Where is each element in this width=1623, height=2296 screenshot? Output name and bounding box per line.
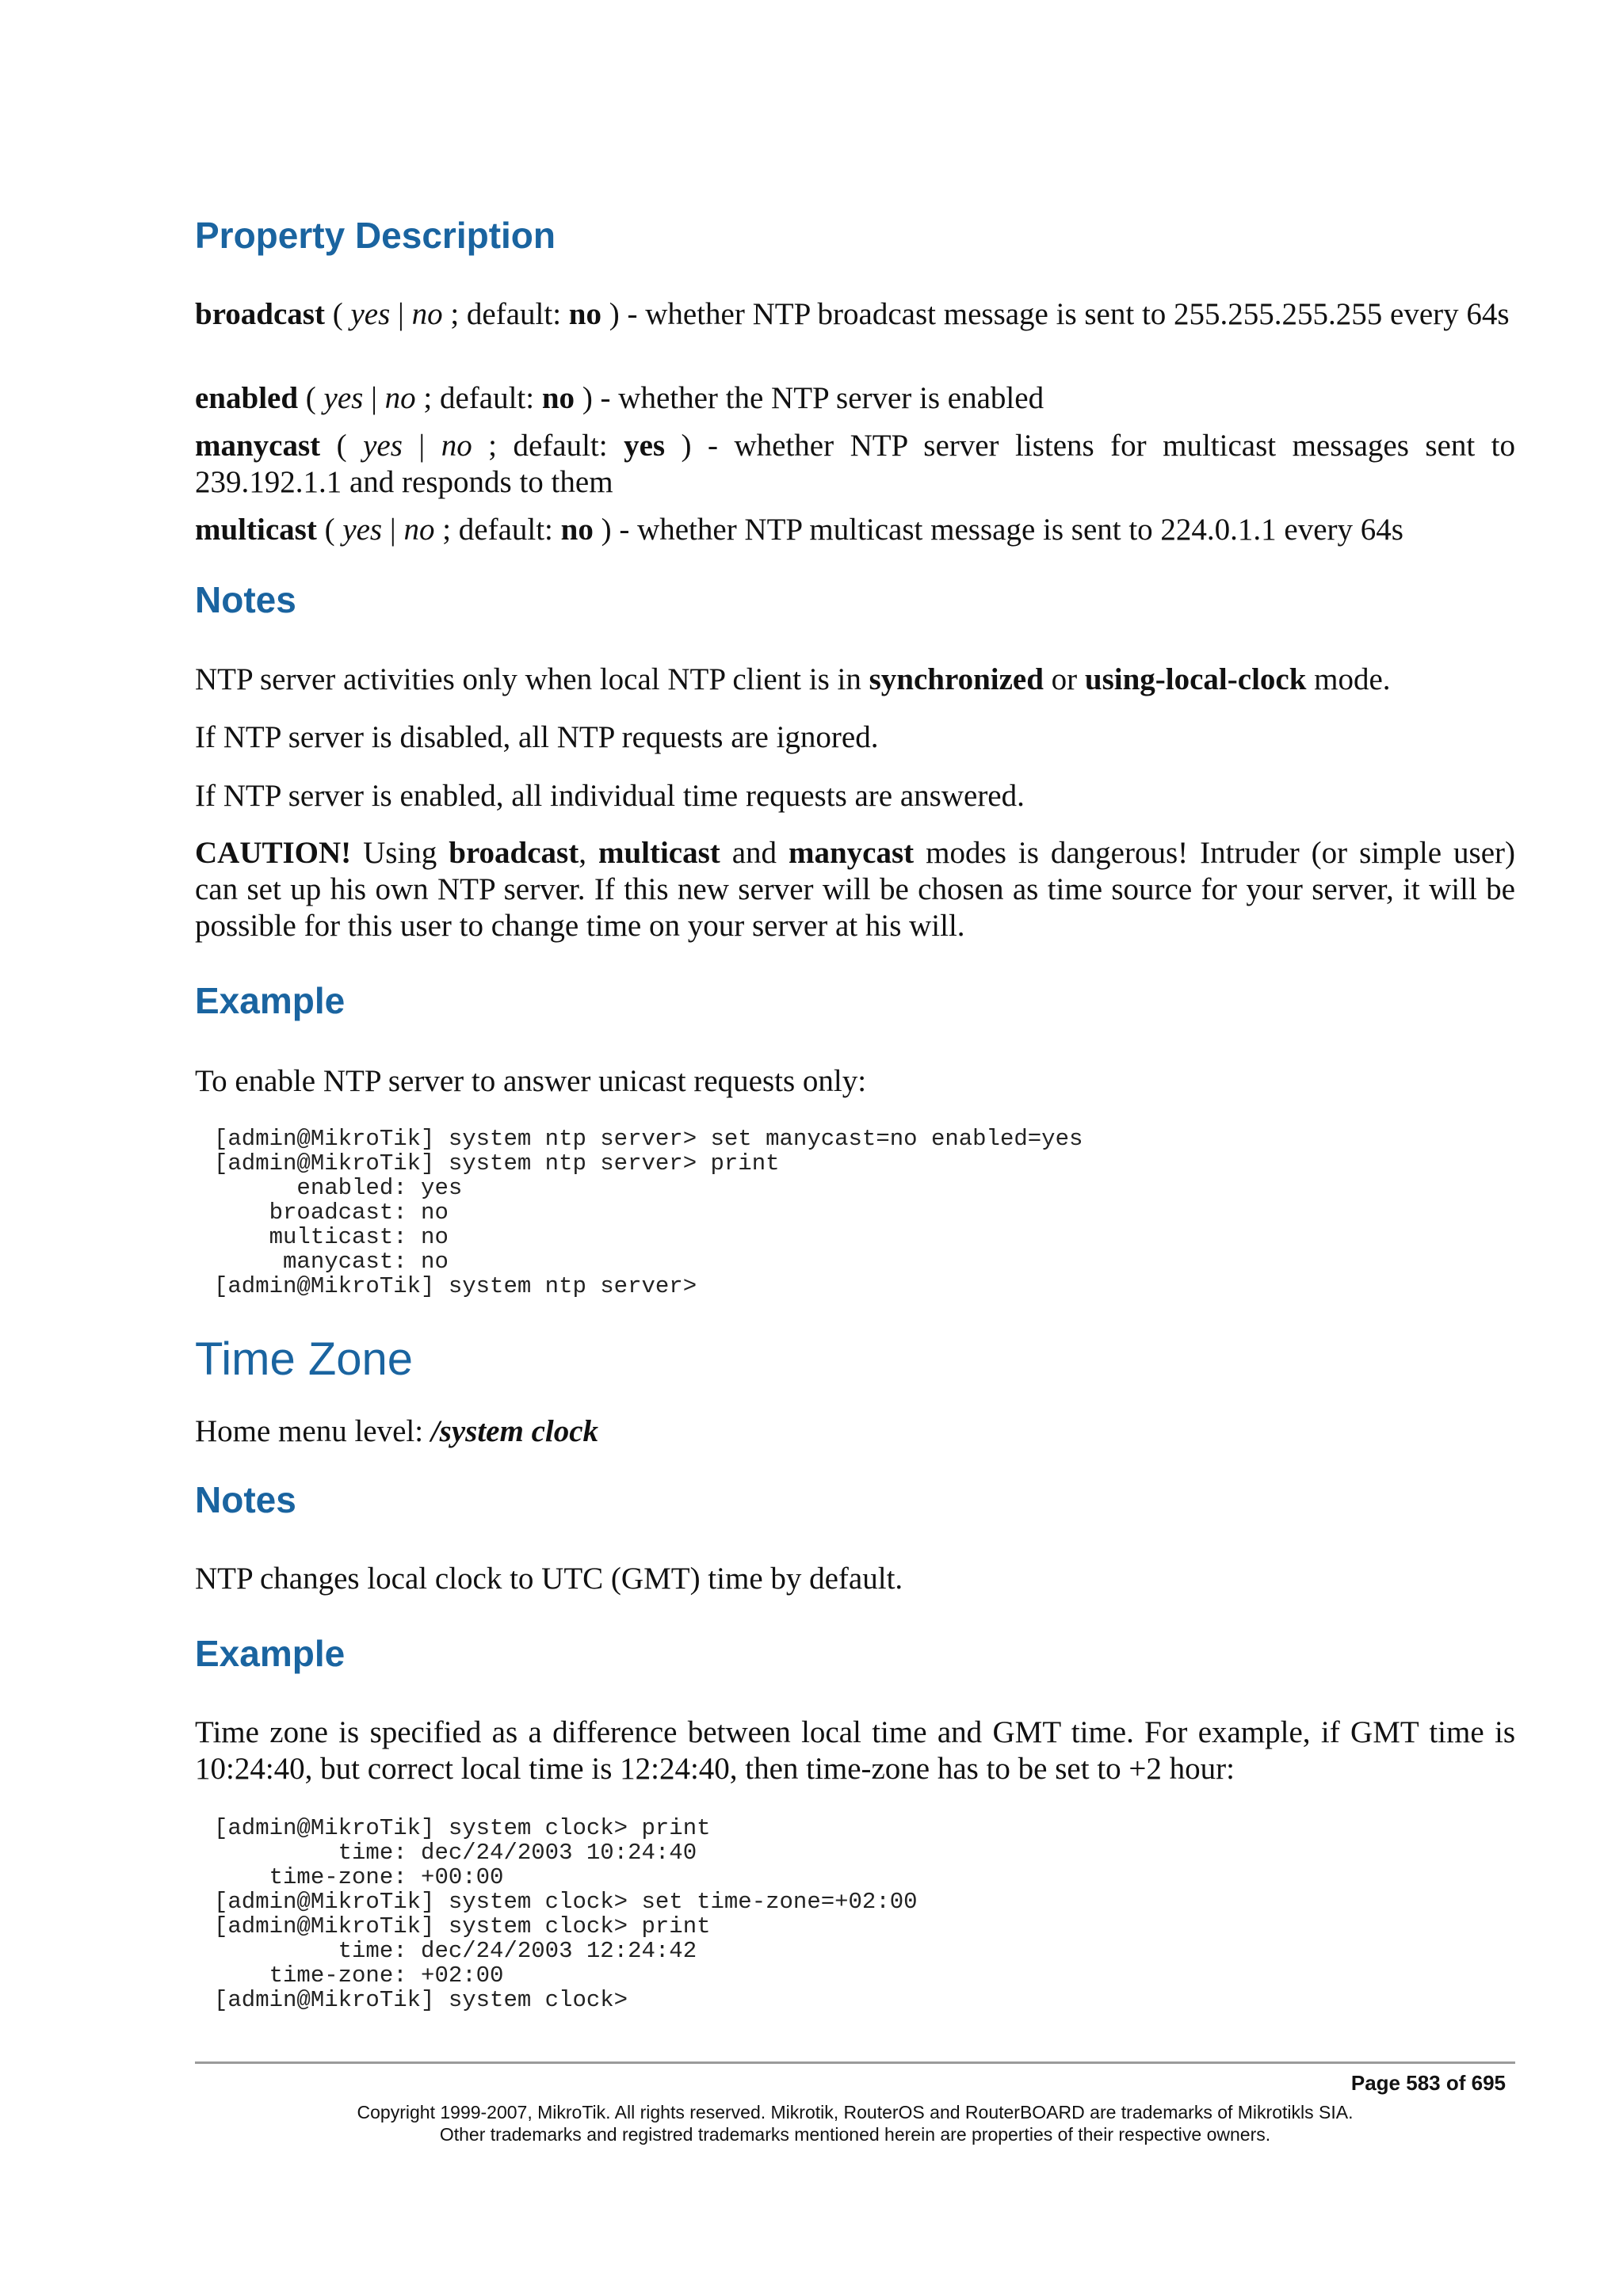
property-enabled: enabled ( yes | no ; default: no ) - whether the NTP server is enabled (195, 381, 1044, 415)
menu-path: /system clock (430, 1414, 599, 1448)
notes-line-2: If NTP server is disabled, all NTP requests are ignored. (195, 720, 879, 754)
heading-notes: Notes (195, 579, 296, 620)
property-manycast: manycast ( yes | no ; default: yes ) - whether NTP server listens for multicast messages sent to 239.192.1.1 and responds to them (195, 429, 1515, 499)
property-name: multicast (195, 513, 317, 547)
heading-notes: Notes (195, 1479, 296, 1520)
heading-property-description: Property Description (195, 215, 556, 256)
code-block: [admin@MikroTik] system clock> print time: dec/24/2003 10:24:40 time-zone: +00:00 [admin@MikroTik] system clock> set time-zone=+02:00 [admin@MikroTik] system clock> print time: dec/24/2003 12:24:42 time-zone: +02:00 [admin@MikroTik] system clock> (214, 1815, 918, 2013)
copyright-line-2: Other trademarks and registred trademarks mentioned herein are properties of their respective owners. (439, 2124, 1271, 2145)
page-number: Page 583 of 695 (1350, 2071, 1506, 2095)
example-intro: Time zone is specified as a difference between local time and GMT time. For example, if GMT time is 10:24:40, but correct local time is 12:24:40, then time-zone has to be set to +2 hour: (195, 1715, 1515, 1786)
footer-divider (195, 2061, 1515, 2064)
copyright-line-1: Copyright 1999-2007, MikroTik. All rights reserved. Mikrotik, RouterOS and RouterBOARD are trademarks of Mikrotikls SIA. (357, 2102, 1354, 2122)
heading-example: Example (195, 1633, 346, 1674)
home-menu-level: Home menu level: /system clock (195, 1414, 599, 1448)
notes-line-3: If NTP server is enabled, all individual time requests are answered. (195, 779, 1025, 813)
property-name: manycast (195, 429, 321, 463)
property-name: broadcast (195, 297, 325, 331)
code-block: [admin@MikroTik] system ntp server> set manycast=no enabled=yes [admin@MikroTik] system ntp server> print enabled: yes broadcast: no multicast: no manycast: no [admin@MikroTik] system ntp server> (214, 1126, 1083, 1299)
property-name: enabled (195, 381, 299, 415)
notes-line-1: NTP changes local clock to UTC (GMT) time by default. (195, 1562, 903, 1596)
heading-time-zone: Time Zone (195, 1333, 414, 1385)
property-broadcast: broadcast ( yes | no ; default: no ) - whether NTP broadcast message is sent to 255.255.255.255 every 64s (195, 297, 1510, 331)
property-multicast: multicast ( yes | no ; default: no ) - whether NTP multicast message is sent to 224.0.1.1 every 64s (195, 513, 1403, 547)
caution-paragraph: CAUTION! Using broadcast, multicast and manycast modes is dangerous! Intruder (or simple user) can set up his own NTP server. If this new server will be chosen as time source for your server, it will be possible for this user to change time on your server at his will. (195, 836, 1516, 943)
example-intro: To enable NTP server to answer unicast requests only: (195, 1064, 867, 1098)
notes-line-1: NTP server activities only when local NTP client is in synchronized or using-local-clock mode. (195, 662, 1391, 696)
heading-example: Example (195, 980, 346, 1021)
